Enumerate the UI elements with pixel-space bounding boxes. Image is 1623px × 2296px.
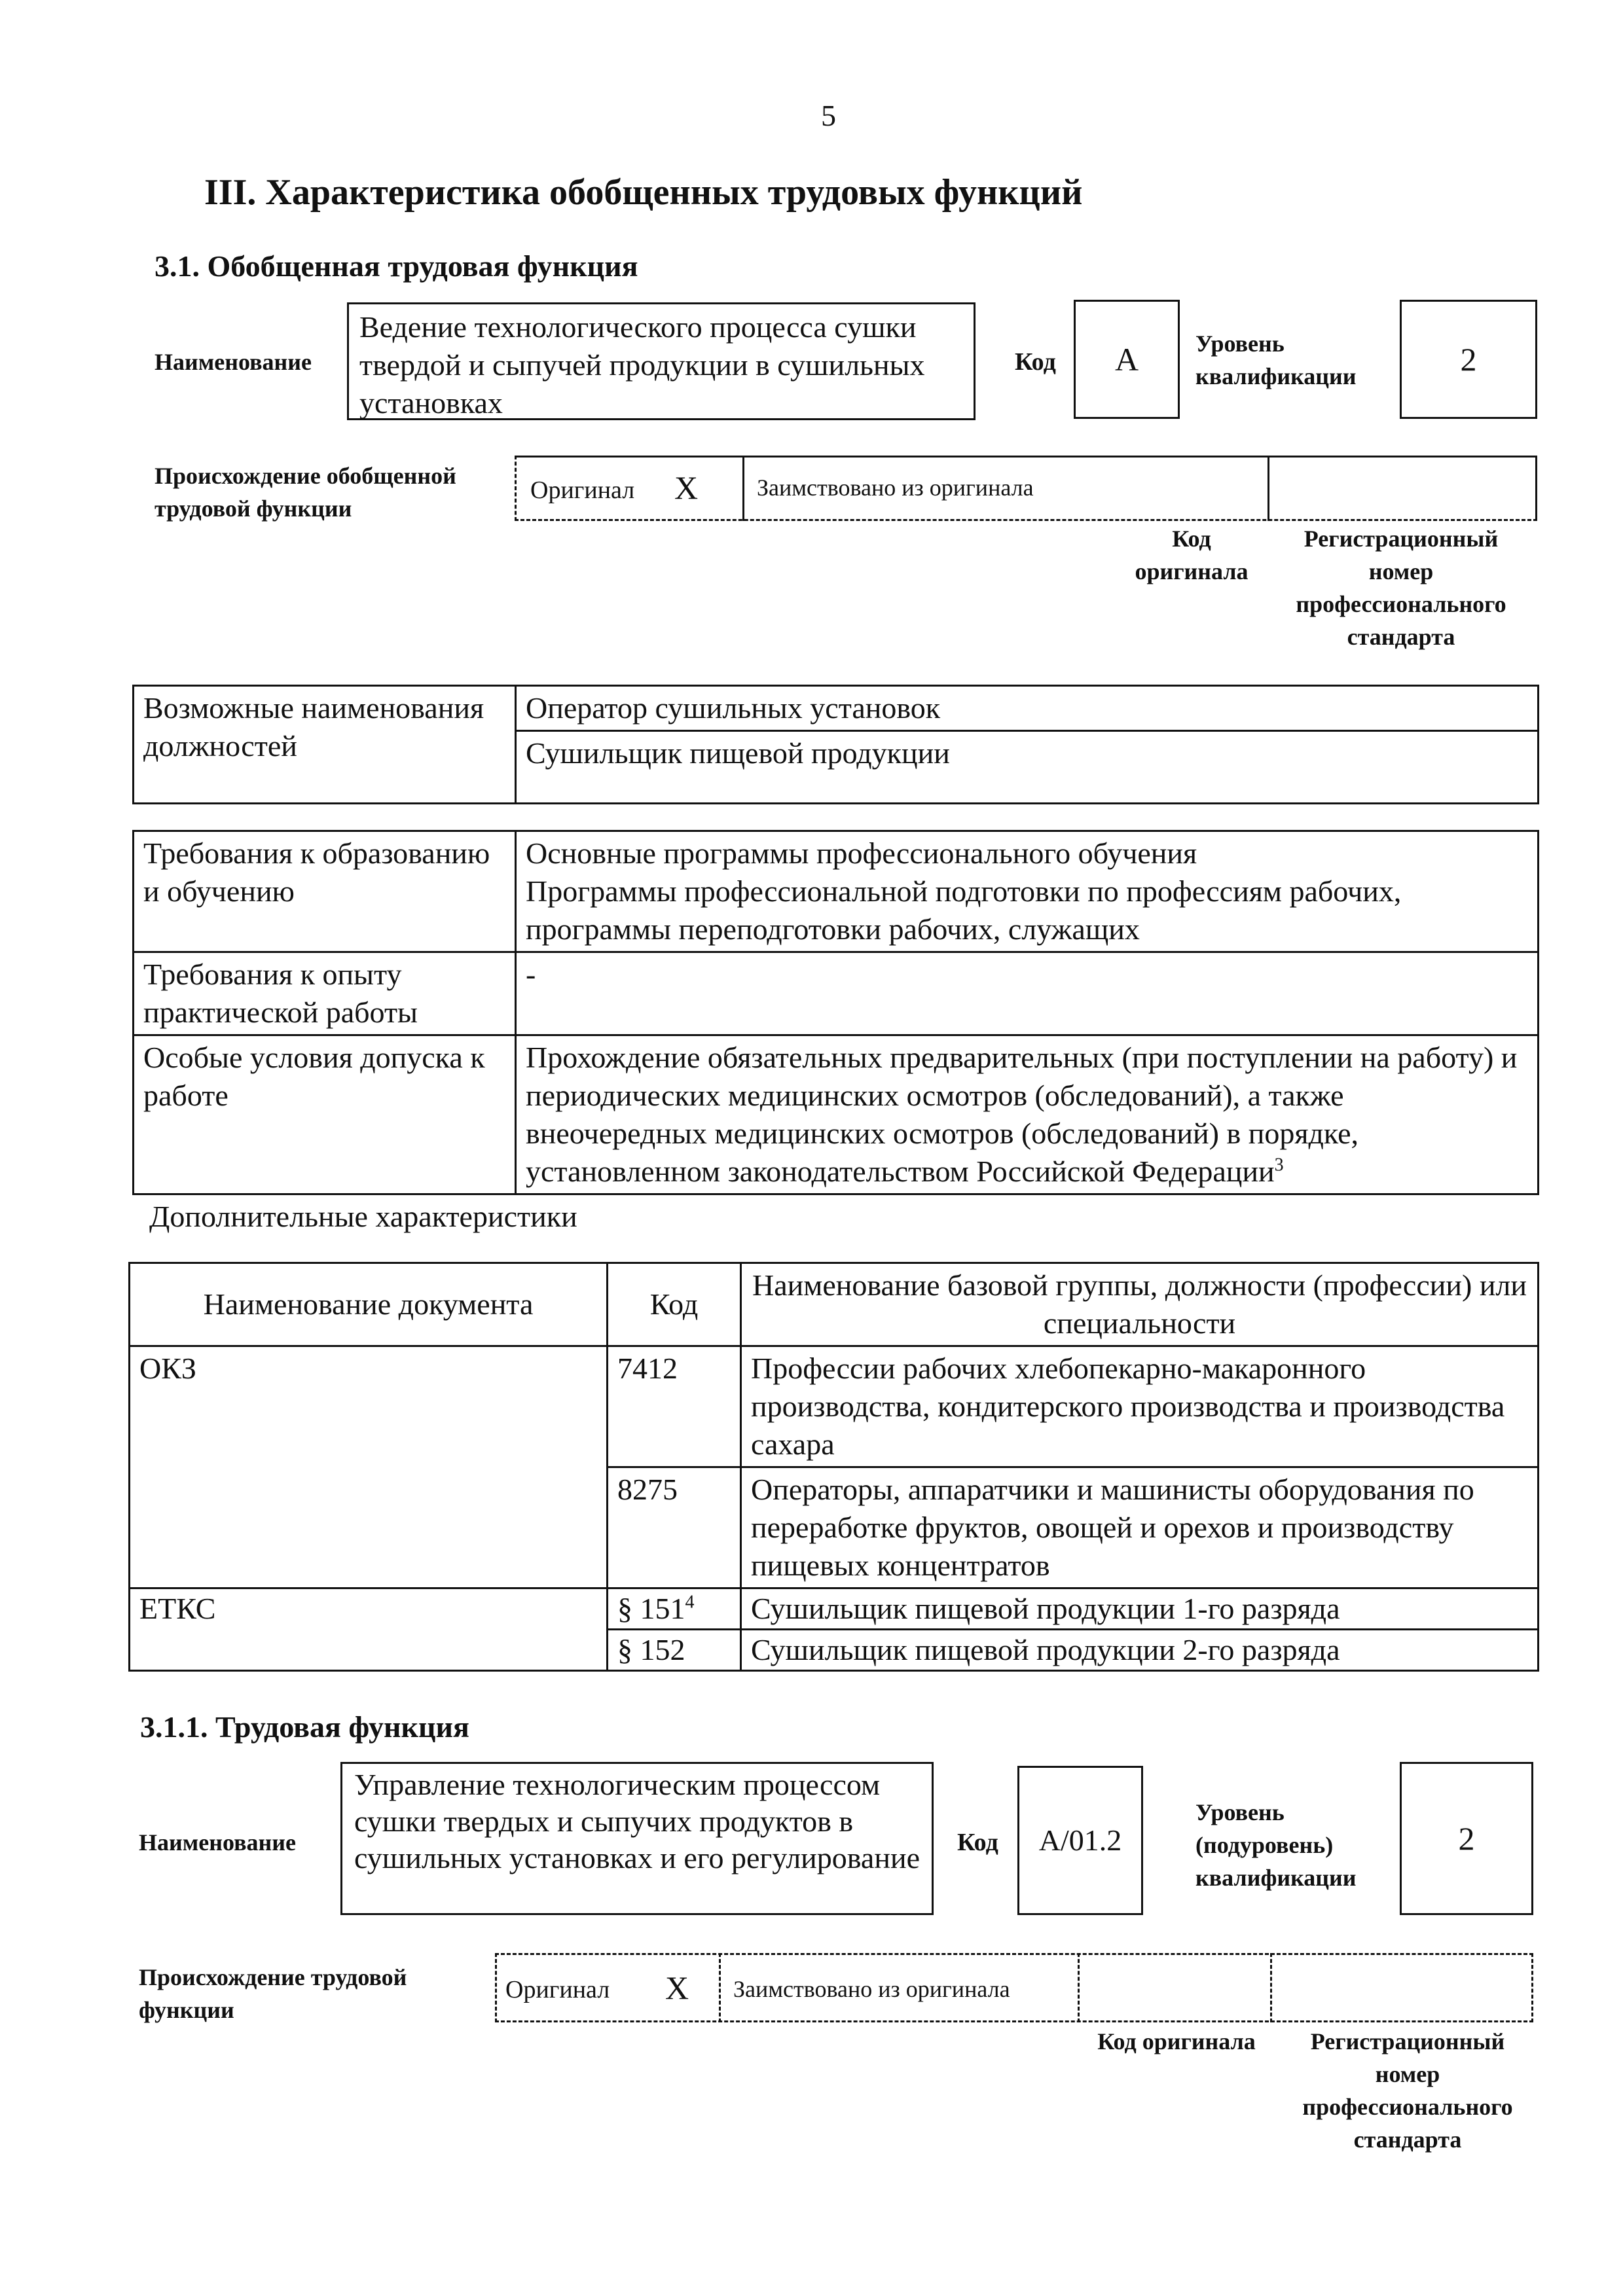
gtf-code-orig-label: Код оригинала bbox=[1135, 526, 1249, 584]
tf-level-value: 2 bbox=[1458, 1820, 1475, 1857]
okz-code: 8275 bbox=[608, 1467, 741, 1588]
gtf-original-label: Оригинал bbox=[530, 476, 635, 504]
gtf-level-box bbox=[1400, 300, 1537, 419]
gtf-origin-divider-1 bbox=[742, 456, 744, 521]
tf-borrowed-label: Заимствовано из оригинала bbox=[733, 1976, 1010, 2002]
tf-original-mark: X bbox=[665, 1969, 689, 2006]
gtf-origin-label: Происхождение обобщенной трудовой функции bbox=[155, 463, 456, 522]
table-row bbox=[130, 1467, 1539, 1588]
req-conditions-text: Прохождение обязательных предварительных (при поступлении на работу) и периодических медицинских осмотров (обследований), а также внеочередных медицинских осмотров (обследований) в порядке, установленном законодательством Российской Федерации bbox=[526, 1041, 1518, 1188]
gtf-code-label: Код bbox=[1015, 348, 1056, 376]
requirements-table bbox=[132, 830, 1539, 1195]
table-row bbox=[130, 1588, 1539, 1630]
gtf-code-value: А bbox=[1114, 341, 1139, 378]
gtf-level-label: Уровень квалификации bbox=[1195, 331, 1357, 389]
gtf-level-value: 2 bbox=[1460, 341, 1477, 378]
col-name-header: Наименование базовой группы, должности (профессии) или специальности bbox=[741, 1263, 1539, 1346]
req-education-label: Требования к образованию и обучению bbox=[134, 831, 516, 952]
tf-origin-divider-1 bbox=[719, 1953, 721, 2022]
tf-origin-label: Происхождение трудовой функции bbox=[139, 1964, 407, 2023]
tf-reg-num-label: Регистрационный номер профессионального стандарта bbox=[1302, 2028, 1513, 2153]
gtf-name-box bbox=[347, 302, 976, 420]
etks-name: Сушильщик пищевой продукции 2-го разряда bbox=[741, 1630, 1539, 1671]
gtf-name-value: Ведение технологического процесса сушки твердой и сыпучей продукции в сушильных установках bbox=[359, 310, 925, 420]
table-row bbox=[134, 831, 1539, 952]
req-education-line: Программы профессиональной подготовки по профессиям рабочих, программы переподготовки рабочих, служащих bbox=[526, 874, 1402, 946]
positions-table bbox=[132, 685, 1539, 804]
gtf-code-box bbox=[1074, 300, 1180, 419]
table-row bbox=[130, 1346, 1539, 1467]
position-item: Сушильщик пищевой продукции bbox=[516, 731, 1539, 804]
positions-label: Возможные наименования должностей bbox=[134, 686, 516, 804]
etks-label: ЕТКС bbox=[130, 1588, 608, 1630]
footnote-mark: 4 bbox=[685, 1592, 695, 1613]
okz-name: Профессии рабочих хлебопекарно-макаронного производства, кондитерского производства и производства сахара bbox=[741, 1346, 1539, 1467]
etks-name: Сушильщик пищевой продукции 1-го разряда bbox=[741, 1588, 1539, 1630]
additional-table bbox=[128, 1262, 1539, 1672]
col-code-header: Код bbox=[608, 1263, 741, 1346]
tf-name-label: Наименование bbox=[139, 1829, 296, 1856]
tf-code-box bbox=[1017, 1766, 1143, 1915]
req-conditions-label: Особые условия допуска к работе bbox=[134, 1035, 516, 1194]
page-number: 5 bbox=[821, 99, 836, 132]
position-item: Оператор сушильных установок bbox=[516, 686, 1539, 731]
req-conditions-value bbox=[516, 1035, 1539, 1194]
table-row bbox=[130, 1263, 1539, 1346]
tf-original-label: Оригинал bbox=[505, 1976, 610, 2003]
footnote-mark: 3 bbox=[1274, 1155, 1284, 1175]
etks-code: § 152 bbox=[608, 1630, 741, 1671]
tf-code-label: Код bbox=[957, 1829, 998, 1856]
table-row bbox=[134, 1035, 1539, 1194]
tf-origin-row bbox=[495, 1953, 1533, 2022]
req-experience-value: - bbox=[516, 952, 1539, 1035]
tf-name-value: Управление технологическим процессом сушки твердых и сыпучих продуктов в сушильных установках и его регулирование bbox=[354, 1768, 920, 1874]
tf-level-label: Уровень (подуровень) квалификации bbox=[1195, 1799, 1357, 1891]
req-education-value bbox=[516, 831, 1539, 952]
req-education-line: Основные программы профессионального обучения bbox=[526, 836, 1197, 870]
additional-heading: Дополнительные характеристики bbox=[149, 1200, 577, 1233]
gtf-origin-divider-2 bbox=[1267, 456, 1269, 521]
okz-label: ОКЗ bbox=[130, 1346, 608, 1467]
tf-name-box bbox=[340, 1762, 934, 1915]
gtf-name-label: Наименование bbox=[155, 349, 312, 375]
okz-code: 7412 bbox=[608, 1346, 741, 1467]
tf-level-box bbox=[1400, 1762, 1533, 1915]
gtf-original-mark: X bbox=[674, 469, 699, 506]
etks-code-text: § 151 bbox=[617, 1592, 685, 1625]
tf-origin-divider-2 bbox=[1078, 1953, 1080, 2022]
section-title: III. Характеристика обобщенных трудовых функций bbox=[204, 172, 1083, 213]
etks-code bbox=[608, 1588, 741, 1630]
tf-heading: 3.1.1. Трудовая функция bbox=[140, 1710, 469, 1744]
gtf-borrowed-label: Заимствовано из оригинала bbox=[757, 475, 1034, 501]
gtf-heading: 3.1. Обобщенная трудовая функция bbox=[155, 249, 638, 283]
okz-name: Операторы, аппаратчики и машинисты оборудования по переработке фруктов, овощей и орехов и производству пищевых концентратов bbox=[741, 1467, 1539, 1588]
table-row bbox=[134, 952, 1539, 1035]
gtf-reg-num-label: Регистрационный номер профессионального стандарта bbox=[1296, 526, 1506, 650]
table-row bbox=[130, 1630, 1539, 1671]
tf-code-orig-label: Код оригинала bbox=[1097, 2028, 1256, 2054]
req-experience-label: Требования к опыту практической работы bbox=[134, 952, 516, 1035]
tf-origin-divider-3 bbox=[1270, 1953, 1272, 2022]
tf-code-value: A/01.2 bbox=[1038, 1823, 1122, 1857]
col-doc-header: Наименование документа bbox=[130, 1263, 608, 1346]
